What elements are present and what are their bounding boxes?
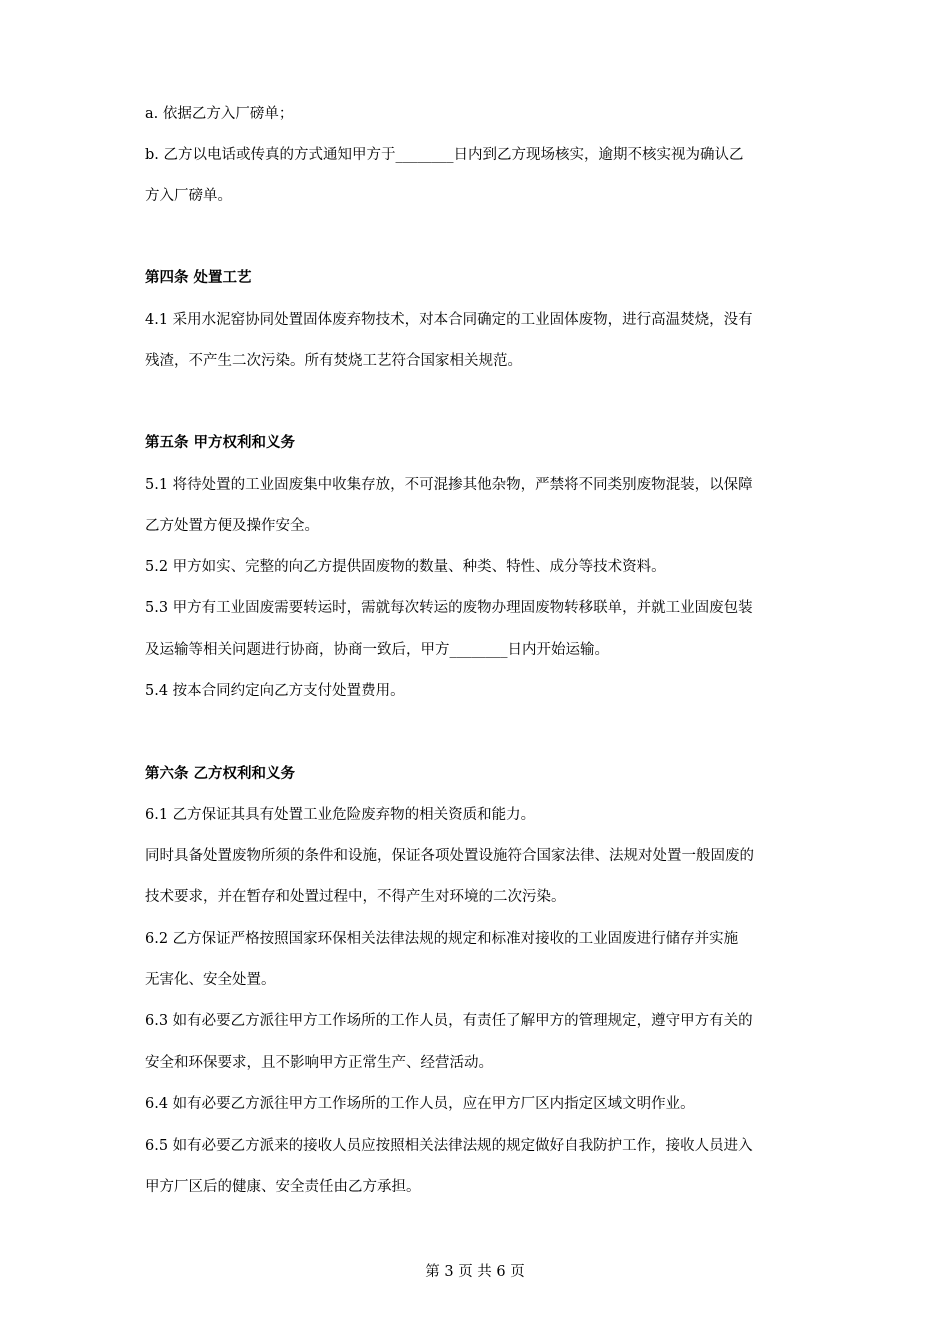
clause-6-3-line1: 6.3 如有必要乙方派往甲方工作场所的工作人员，有责任了解甲方的管理规定，遵守甲方有关的 <box>145 1013 753 1029</box>
clause-5-2: 5.2 甲方如实、完整的向乙方提供固废物的数量、种类、特性、成分等技术资料。 <box>145 559 666 575</box>
clause-6-1-cont-line2: 技术要求，并在暂存和处置过程中，不得产生对环境的二次污染。 <box>145 889 566 905</box>
clause-5-1-line1: 5.1 将待处置的工业固废集中收集存放，不可混掺其他杂物，严禁将不同类别废物混装，以保障 <box>145 477 753 493</box>
clause-6-2-line2: 无害化、安全处置。 <box>145 972 276 988</box>
clause-6-1: 6.1 乙方保证其具有处置工业危险废弃物的相关资质和能力。 <box>145 807 536 823</box>
clause-5-4: 5.4 按本合同约定向乙方支付处置费用。 <box>145 683 405 699</box>
article-6-heading: 第六条 乙方权利和义务 <box>145 766 296 782</box>
clause-6-5-line1: 6.5 如有必要乙方派来的接收人员应按照相关法律法规的规定做好自我防护工作，接收人员进入 <box>145 1138 753 1154</box>
clause-3b-text-line1: b. 乙方以电话或传真的方式通知甲方于________日内到乙方现场核实，逾期不核实视为确认乙 <box>145 147 744 163</box>
clause-6-3-line2: 安全和环保要求，且不影响甲方正常生产、经营活动。 <box>145 1055 493 1071</box>
page-footer: 第 3 页 共 6 页 <box>425 1264 525 1280</box>
clause-3b-text-line2: 方入厂磅单。 <box>145 188 232 204</box>
clause-6-2-line1: 6.2 乙方保证严格按照国家环保相关法律法规的规定和标准对接收的工业固废进行储存并实施 <box>145 931 739 947</box>
clause-4-1-line1: 4.1 采用水泥窑协同处置固体废弃物技术，对本合同确定的工业固体废物，进行高温焚烧，没有 <box>145 312 753 328</box>
clause-5-3-line2: 及运输等相关问题进行协商，协商一致后，甲方________日内开始运输。 <box>145 642 609 658</box>
clause-6-4: 6.4 如有必要乙方派往甲方工作场所的工作人员，应在甲方厂区内指定区域文明作业。 <box>145 1096 695 1112</box>
article-4-heading: 第四条 处置工艺 <box>145 270 252 286</box>
clause-6-5-line2: 甲方厂区后的健康、安全责任由乙方承担。 <box>145 1179 421 1195</box>
clause-4-1-line2: 残渣，不产生二次污染。所有焚烧工艺符合国家相关规范。 <box>145 353 522 369</box>
article-5-heading: 第五条 甲方权利和义务 <box>145 435 296 451</box>
clause-6-1-cont-line1: 同时具备处置废物所须的条件和设施，保证各项处置设施符合国家法律、法规对处置一般固废的 <box>145 848 754 864</box>
clause-5-3-line1: 5.3 甲方有工业固废需要转运时，需就每次转运的废物办理固废物转移联单，并就工业固废包装 <box>145 600 753 616</box>
clause-5-1-line2: 乙方处置方便及操作安全。 <box>145 518 319 534</box>
clause-3a-text: a. 依据乙方入厂磅单； <box>145 106 294 122</box>
